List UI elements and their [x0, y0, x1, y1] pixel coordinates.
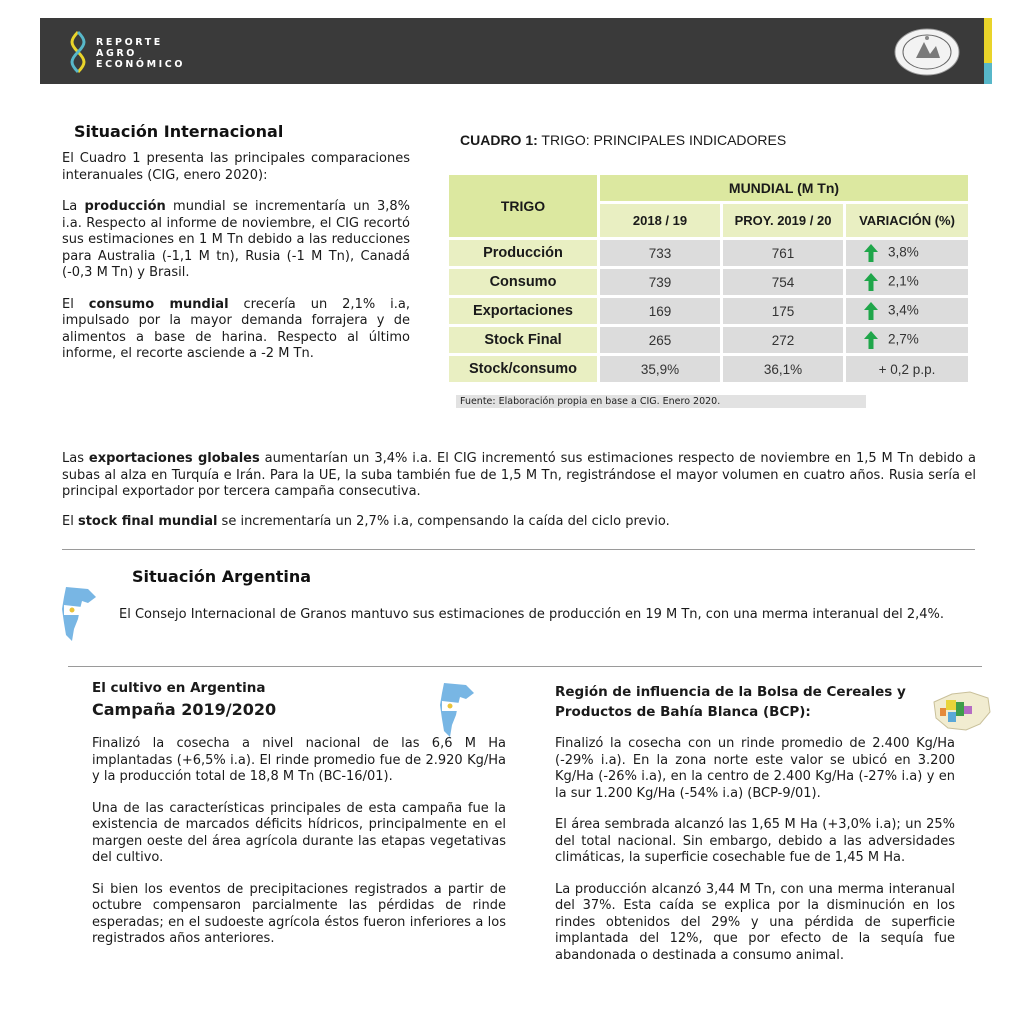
cultivo-title: Campaña 2019/2020	[92, 700, 277, 719]
table-title	[460, 132, 786, 148]
intl-paragraphs	[62, 151, 410, 378]
table-source-note: Fuente: Elaboración propia en base a CIG. Enero 2020.	[456, 395, 866, 408]
row-label: Stock Final	[449, 327, 597, 353]
variation-value: 3,8%	[888, 244, 919, 260]
cell-proy: 272	[723, 327, 843, 353]
brand-name	[96, 37, 185, 70]
bold-term: exportaciones globales	[88, 451, 260, 466]
brand-line-1: REPORTE	[96, 37, 163, 48]
cell-variacion	[846, 298, 968, 324]
cultivo-paragraphs	[92, 736, 506, 963]
text-fragment: crecería un 2,1% i.a, impulsado por la mayor demanda forrajera y de alimentos a base de harina. Respecto al último informe, el recorte asciende a -2 M Tn.	[62, 296, 410, 361]
col-header-2018: 2018 / 19	[600, 204, 720, 237]
text-fragment: El	[62, 514, 78, 529]
section-heading-argentina: Situación Argentina	[132, 567, 312, 586]
row-label: Producción	[449, 240, 597, 266]
argentina-map-icon	[436, 680, 476, 740]
brand-line-3: ECONÓMICO	[96, 59, 186, 70]
text-fragment: Las	[62, 451, 89, 466]
cell-2018: 265	[600, 327, 720, 353]
cell-proy: 36,1%	[723, 356, 843, 382]
cell-2018: 733	[600, 240, 720, 266]
row-label: Consumo	[449, 269, 597, 295]
table-title-text: TRIGO: PRINCIPALES INDICADORES	[537, 132, 787, 148]
table-group-header: MUNDIAL (M Tn)	[600, 175, 968, 201]
cell-variacion	[846, 327, 968, 353]
region-p1: Finalizó la cosecha con un rinde promedio de 2.400 Kg/Ha (-29% i.a). En la zona norte este valor se ubicó en 3.200 Kg/Ha (-26% i.a), en la centro de 2.400 Kg/Ha (-27% i.a) y en la sur 1.200 Kg/Ha (-54% i.a) (BCP-9/01).	[555, 736, 955, 801]
text-fragment: La	[62, 199, 85, 214]
up-arrow-icon	[864, 302, 878, 320]
table-row	[449, 298, 968, 324]
text-fragment: El	[62, 296, 89, 312]
section-heading-intl: Situación Internacional	[74, 122, 284, 141]
cell-2018: 35,9%	[600, 356, 720, 382]
up-arrow-icon	[864, 273, 878, 291]
text-fragment: se incrementaría un 2,7% i.a, compensando la caída del ciclo previo.	[217, 514, 670, 529]
region-p3: La producción alcanzó 3,44 M Tn, con una merma interanual del 37%. Esta caída se explica por la disminución en los rindes obtenidos del 29% y una pérdida de superficie implantada del 12%, que por efecto de la sequía fue abandonada o destinada a consumo animal.	[555, 881, 955, 963]
row-label: Exportaciones	[449, 298, 597, 324]
intl-production-paragraph	[62, 199, 410, 282]
region-map-icon	[930, 688, 994, 734]
bolsa-cereales-seal-icon	[894, 28, 960, 76]
cell-variacion: + 0,2 p.p.	[846, 356, 968, 382]
cell-proy: 754	[723, 269, 843, 295]
intl-exports-paragraph	[62, 451, 976, 501]
up-arrow-icon	[864, 331, 878, 349]
bold-term: producción	[84, 199, 166, 214]
cell-variacion	[846, 240, 968, 266]
cell-proy: 175	[723, 298, 843, 324]
table-row	[449, 327, 968, 353]
cultivo-p2: Una de las características principales de esta campaña fue la existencia de marcados déficits hídricos, principalmente en el margen oeste del área agrícola durante las etapas vegetativas del cultivo.	[92, 800, 506, 865]
table-corner-header: TRIGO	[449, 175, 597, 237]
cell-2018: 739	[600, 269, 720, 295]
section-divider	[62, 549, 975, 550]
table-title-label: CUADRO 1:	[460, 132, 538, 148]
bold-term: consumo mundial	[88, 296, 229, 312]
brand-line-2: AGRO	[96, 48, 137, 59]
region-p2: El área sembrada alcanzó las 1,65 M Ha (+3,0% i.a); un 25% del total nacional. Sin embargo, debido a las adversidades climáticas, la superficie cosechable fue de 1,45 M Ha.	[555, 817, 955, 865]
cell-2018: 169	[600, 298, 720, 324]
row-label: Stock/consumo	[449, 356, 597, 382]
cell-proy: 761	[723, 240, 843, 266]
argentina-summary: El Consejo Internacional de Granos mantuvo sus estimaciones de producción en 19 M Tn, con una merma interanual del 2,4%.	[119, 607, 944, 622]
table-row	[449, 240, 968, 266]
intl-stock-paragraph	[62, 514, 976, 531]
col-header-variacion: VARIACIÓN (%)	[846, 204, 968, 237]
variation-value: 2,7%	[888, 331, 919, 347]
cultivo-p1: Finalizó la cosecha a nivel nacional de las 6,6 M Ha implantadas (+6,5% i.a). El rinde promedio fue de 2.920 Kg/Ha y la producción total de 18,8 M Tn (BC-16/01).	[92, 736, 506, 784]
indicators-table	[446, 172, 971, 385]
intl-intro: El Cuadro 1 presenta las principales comparaciones interanuales (CIG, enero 2020):	[62, 151, 410, 183]
cell-variacion	[846, 269, 968, 295]
argentina-map-icon	[58, 585, 98, 643]
variation-value: 2,1%	[888, 273, 919, 289]
cultivo-kicker: El cultivo en Argentina	[92, 680, 266, 696]
col-header-proy: PROY. 2019 / 20	[723, 204, 843, 237]
intl-consumption-paragraph	[62, 297, 410, 363]
up-arrow-icon	[864, 244, 878, 262]
text-fragment: aumentarían un 3,4% i.a. El CIG incrementó sus estimaciones respecto de noviembre en 1,5 M Tn debido a subas al alza en Turquía e Irán. Para la UE, la suba también fue de 1,5 M Tn, registrándose el mayor volumen en cuatro años. Rusia sería el principal exportador por tercera campaña consecutiva.	[62, 451, 976, 499]
region-title: Región de influencia de la Bolsa de Cereales y Productos de Bahía Blanca (BCP):	[555, 684, 906, 720]
variation-value: 3,4%	[888, 302, 919, 318]
table-row	[449, 356, 968, 382]
text-fragment: mundial se incrementaría un 3,8% i.a. Respecto al informe de noviembre, el CIG recortó sus estimaciones en 1 M Tn debido a las reducciones para Australia (-1,1 M tn), Rusia (-1 M Tn), Canadá (-0,3 M Tn) y Brasil.	[62, 199, 410, 280]
table-row	[449, 269, 968, 295]
region-paragraphs	[555, 736, 955, 979]
section-divider	[68, 666, 982, 667]
logo-icon	[66, 30, 90, 74]
bold-term: stock final mundial	[77, 514, 218, 529]
cultivo-p3: Si bien los eventos de precipitaciones registrados a partir de octubre compensaron parcialmente las pérdidas de rinde esperadas; en el sudoeste agrícola éstos fueron inferiores a los registrados años anteriores.	[92, 881, 506, 946]
header-accent-stripe	[984, 18, 992, 84]
